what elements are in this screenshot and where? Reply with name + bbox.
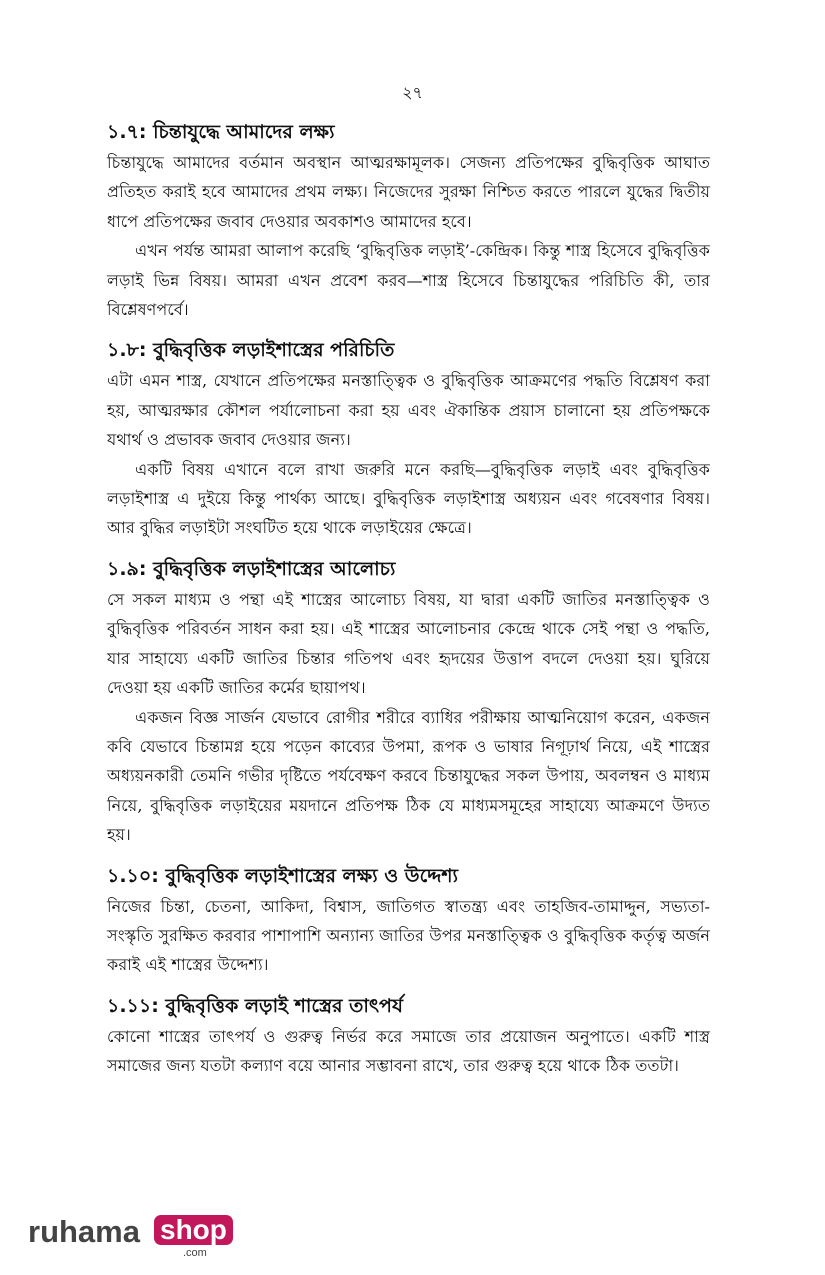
section-1-9 — [107, 555, 710, 850]
page-body — [107, 118, 710, 1093]
section-1-8 — [107, 336, 710, 542]
paragraph: এটা এমন শাস্ত্র, যেখানে প্রতিপক্ষের মনস্তাত্ত্বিক ও বুদ্ধিবৃত্তিক আক্রমণের পদ্ধতি বিশ্লেষণ করা হয়, আত্মরক্ষার কৌশল পর্যালোচনা করা হয় এবং ঐকান্তিক প্রয়াস চালানো হয় প্রতিপক্ষকে যথার্থ ও প্রভাবক জবাব দেওয়ার জন্য। — [107, 371, 710, 450]
section-heading: ১.৭: চিন্তাযুদ্ধে আমাদের লক্ষ্য — [107, 121, 335, 143]
section-heading: ১.৯: বুদ্ধিবৃত্তিক লড়াইশাস্ত্রের আলোচ্য — [107, 557, 396, 580]
paragraph: একজন বিজ্ঞ সার্জন যেভাবে রোগীর শরীরে ব্যাধির পরীক্ষায় আত্মনিয়োগ করেন, একজন কবি যেভাবে চিন্তামগ্ন হয়ে পড়েন কাব্যের উপমা, রূপক ও ভাষার নিগূঢ়ার্থ নিয়ে, এই শাস্ত্রের অধ্যয়নকারী তেমনি গভীর দৃষ্টিতে পর্যবেক্ষণ করবে চিন্তাযুদ্ধের সকল উপায়, অবলম্বন ও মাধ্যম নিয়ে, বুদ্ধিবৃত্তিক লড়াইয়ের ময়দানে প্রতিপক্ষ ঠিক যে মাধ্যমসমূহের সাহায্যে আক্রমণে উদ্যত হয়। — [107, 707, 710, 845]
logo-domain: .com — [183, 1247, 207, 1259]
section-heading: ১.১১: বুদ্ধিবৃত্তিক লড়াই শাস্ত্রের তাৎপর্য — [107, 994, 403, 1017]
page-number: ২৭ — [402, 83, 423, 102]
section-heading: ১.১০: বুদ্ধিবৃত্তিক লড়াইশাস্ত্রের লক্ষ্য ও উদ্দেশ্য — [107, 864, 459, 887]
section-1-10 — [107, 862, 710, 980]
section-1-7 — [107, 118, 710, 324]
ruhama-shop-logo — [28, 1212, 228, 1262]
paragraph: একটি বিষয় এখানে বলে রাখা জরুরি মনে করছি—বুদ্ধিবৃত্তিক লড়াই এবং বুদ্ধিবৃত্তিক লড়াইশাস্ত্র এ দুইয়ে কিন্তু পার্থক্য আছে। বুদ্ধিবৃত্তিক লড়াইশাস্ত্র অধ্যয়ন এবং গবেষণার বিষয়। আর বুদ্ধির লড়াইটা সংঘটিত হয়ে থাকে লড়াইয়ের ক্ষেত্রে। — [107, 459, 710, 538]
logo-word: ruhama — [28, 1214, 140, 1249]
paragraph: সে সকল মাধ্যম ও পন্থা এই শাস্ত্রের আলোচ্য বিষয়, যা দ্বারা একটি জাতির মনস্তাত্ত্বিক ও বুদ্ধিবৃত্তিক পরিবর্তন সাধন করা হয়। এই শাস্ত্রের আলোচনার কেন্দ্রে থাকে সেই পন্থা ও পদ্ধতি, যার সাহায্যে একটি জাতির চিন্তার গতিপথ এবং হৃদয়ের উত্তাপ বদলে দেওয়া হয়। ঘুরিয়ে দেওয়া হয় একটি জাতির কর্মের ছায়াপথ। — [107, 589, 710, 698]
paragraph: চিন্তাযুদ্ধে আমাদের বর্তমান অবস্থান আত্মরক্ষামূলক। সেজন্য প্রতিপক্ষের বুদ্ধিবৃত্তিক আঘাত প্রতিহত করাই হবে আমাদের প্রথম লক্ষ্য। নিজেদের সুরক্ষা নিশ্চিত করতে পারলে যুদ্ধের দ্বিতীয় ধাপে প্রতিপক্ষের জবাব দেওয়ার অবকাশও আমাদের হবে। — [107, 153, 710, 231]
paragraph: এখন পর্যন্ত আমরা আলাপ করেছি ‘বুদ্ধিবৃত্তিক লড়াই’-কেন্দ্রিক। কিন্তু শাস্ত্র হিসেবে বুদ্ধিবৃত্তিক লড়াই ভিন্ন বিষয়। আমরা এখন প্রবেশ করব—শাস্ত্র হিসেবে চিন্তাযুদ্ধের পরিচিতি কী, তার বিশ্লেষণপর্বে। — [107, 241, 710, 320]
paragraph: নিজের চিন্তা, চেতনা, আকিদা, বিশ্বাস, জাতিগত স্বাতন্ত্র্য এবং তাহজিব-তামাদ্দুন, সভ্যতা-সংস্কৃতি সুরক্ষিত করবার পাশাপাশি অন্যান্য জাতির উপর মনস্তাত্ত্বিক ও বুদ্ধিবৃত্তিক কর্তৃত্ব অর্জন করাই এই শাস্ত্রের উদ্দেশ্য। — [107, 896, 710, 975]
section-1-11 — [107, 992, 710, 1081]
logo-badge: shop — [154, 1215, 233, 1245]
paragraph: কোনো শাস্ত্রের তাৎপর্য ও গুরুত্ব নির্ভর করে সমাজে তার প্রয়োজন অনুপাতে। একটি শাস্ত্র সমাজের জন্য যতটা কল্যাণ বয়ে আনার সম্ভাবনা রাখে, তার গুরুত্ব হয়ে থাকে ঠিক ততটা। — [107, 1026, 710, 1076]
section-heading: ১.৮: বুদ্ধিবৃত্তিক লড়াইশাস্ত্রের পরিচিতি — [107, 339, 395, 362]
